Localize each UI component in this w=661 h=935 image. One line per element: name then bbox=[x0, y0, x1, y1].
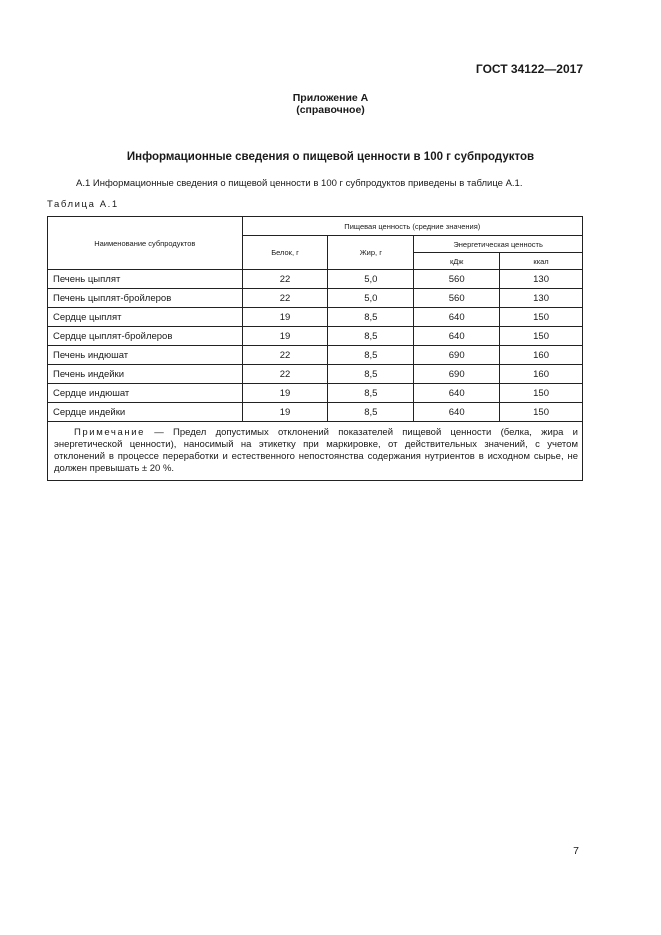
cell-name: Печень цыплят-бройлеров bbox=[48, 289, 243, 308]
header-name: Наименование субпродуктов bbox=[48, 217, 243, 270]
cell-protein: 19 bbox=[242, 384, 328, 403]
cell-kj: 640 bbox=[414, 384, 500, 403]
cell-kj: 690 bbox=[414, 365, 500, 384]
cell-fat: 8,5 bbox=[328, 365, 414, 384]
cell-kcal: 150 bbox=[500, 384, 583, 403]
cell-name: Сердце цыплят-бройлеров bbox=[48, 327, 243, 346]
header-fat: Жир, г bbox=[328, 236, 414, 270]
cell-kj: 640 bbox=[414, 327, 500, 346]
table-row bbox=[48, 327, 583, 346]
cell-name: Сердце индюшат bbox=[48, 384, 243, 403]
cell-kj: 640 bbox=[414, 403, 500, 422]
cell-name: Печень индейки bbox=[48, 365, 243, 384]
cell-name: Сердце индейки bbox=[48, 403, 243, 422]
header-group: Пищевая ценность (средние значения) bbox=[242, 217, 582, 236]
cell-fat: 8,5 bbox=[328, 403, 414, 422]
cell-kcal: 150 bbox=[500, 327, 583, 346]
note-label: Примечание bbox=[74, 427, 145, 438]
table-row bbox=[48, 403, 583, 422]
cell-kj: 560 bbox=[414, 270, 500, 289]
cell-name: Печень цыплят bbox=[48, 270, 243, 289]
cell-kcal: 160 bbox=[500, 365, 583, 384]
note-text: — Предел допустимых отклонений показателей пищевой ценности (белка, жира и энергетической ценности), наносимый на этикетку при маркировке, от действительных значений, с учетом отклонений в процессе переработки и естественного непостоянства содержания нутриентов в исходном сырье, не должен превышать ± 20 %. bbox=[54, 427, 578, 474]
cell-kcal: 150 bbox=[500, 308, 583, 327]
cell-protein: 22 bbox=[242, 365, 328, 384]
cell-protein: 22 bbox=[242, 270, 328, 289]
nutrition-table bbox=[47, 216, 583, 481]
cell-fat: 8,5 bbox=[328, 384, 414, 403]
table-row bbox=[48, 365, 583, 384]
table-caption: Таблица А.1 bbox=[47, 199, 119, 210]
header-kj: кДж bbox=[414, 253, 500, 270]
cell-protein: 22 bbox=[242, 346, 328, 365]
cell-kj: 560 bbox=[414, 289, 500, 308]
annex-subtitle: (справочное) bbox=[296, 104, 365, 116]
cell-kj: 640 bbox=[414, 308, 500, 327]
cell-kcal: 130 bbox=[500, 289, 583, 308]
page-number: 7 bbox=[573, 845, 579, 857]
header-kcal: ккал bbox=[500, 253, 583, 270]
table-row bbox=[48, 346, 583, 365]
table-row bbox=[48, 384, 583, 403]
section-title: Информационные сведения о пищевой ценности в 100 г субпродуктов bbox=[126, 151, 535, 163]
annex-title: Приложение А bbox=[292, 92, 369, 104]
cell-protein: 19 bbox=[242, 327, 328, 346]
cell-protein: 19 bbox=[242, 308, 328, 327]
cell-fat: 5,0 bbox=[328, 270, 414, 289]
cell-kcal: 150 bbox=[500, 403, 583, 422]
table-row bbox=[48, 308, 583, 327]
intro-paragraph: А.1 Информационные сведения о пищевой ценности в 100 г субпродуктов приведены в таблице А.1. bbox=[76, 178, 523, 189]
cell-protein: 22 bbox=[242, 289, 328, 308]
cell-fat: 8,5 bbox=[328, 346, 414, 365]
cell-name: Печень индюшат bbox=[48, 346, 243, 365]
header-protein: Белок, г bbox=[242, 236, 328, 270]
cell-protein: 19 bbox=[242, 403, 328, 422]
standard-number: ГОСТ 34122—2017 bbox=[475, 62, 583, 76]
cell-kcal: 160 bbox=[500, 346, 583, 365]
table-note bbox=[48, 422, 583, 481]
cell-kcal: 130 bbox=[500, 270, 583, 289]
cell-kj: 690 bbox=[414, 346, 500, 365]
cell-name: Сердце цыплят bbox=[48, 308, 243, 327]
cell-fat: 5,0 bbox=[328, 289, 414, 308]
header-energy: Энергетическая ценность bbox=[414, 236, 583, 253]
table-row bbox=[48, 289, 583, 308]
table-row bbox=[48, 270, 583, 289]
cell-fat: 8,5 bbox=[328, 308, 414, 327]
cell-fat: 8,5 bbox=[328, 327, 414, 346]
